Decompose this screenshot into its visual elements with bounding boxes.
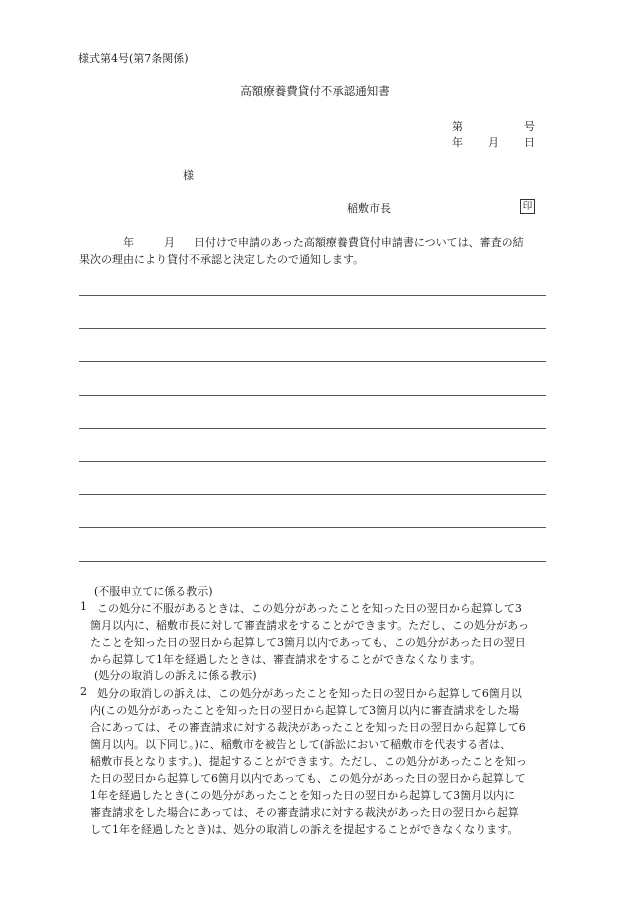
reason-line — [79, 361, 546, 362]
document-title: 高額療養費貸付不承認通知書 — [240, 84, 390, 98]
notice-item-1-line: から起算して1年を経過したときは、審査請求をすることができなくなります。 — [90, 653, 482, 666]
notice-item-2-line: 稲敷市長となります。)、提起することができます。ただし、この処分があったことを知っ — [90, 755, 527, 768]
date-year: 年 — [452, 136, 463, 149]
date-month: 月 — [488, 136, 499, 149]
body-year: 年 — [123, 236, 134, 249]
seal-box: 印 — [520, 199, 535, 214]
reason-line — [79, 527, 546, 528]
notice-heading-2: (処分の取消しの訴えに係る教示) — [94, 669, 257, 682]
notice-item-1-line: 箇月以内に、稲敷市長に対して審査請求をすることができます。ただし、この処分があっ — [90, 619, 530, 632]
notice-item-2-line: た日の翌日から起算して6箇月以内であっても、この処分があった日の翌日から起算して — [90, 772, 526, 785]
reason-line — [79, 395, 546, 396]
reason-line — [79, 428, 546, 429]
document-number-prefix: 第 — [452, 120, 463, 133]
notice-item-2-line: 合にあっては、その審査請求に対する裁決があったことを知った日の翌日から起算して6 — [90, 721, 526, 734]
notice-item-2-line: 処分の取消しの訴えは、この処分があったことを知った日の翌日から起算して6箇月以 — [97, 687, 522, 700]
form-number: 様式第4号(第7条関係) — [78, 52, 189, 65]
body-text-2: 果次の理由により貸付不承認と決定したので通知します。 — [79, 253, 365, 266]
notice-item-2-line: 箇月以内。以下同じ。)に、稲敷市を被告として(訴訟において稲敷市を代表する者は、 — [90, 738, 512, 751]
reason-line — [79, 461, 546, 462]
notice-item-2-line: 審査請求をした場合にあっては、その審査請求に対する裁決があった日の翌日から起算 — [90, 806, 519, 819]
notice-item-2-line: 1年を経過したとき(この処分があったことを知った日の翌日から起算して3箇月以内に — [90, 789, 516, 802]
addressee-honorific: 様 — [183, 169, 194, 182]
notice-item-1-line: この処分に不服があるときは、この処分があったことを知った日の翌日から起算して3 — [97, 602, 522, 615]
reason-line — [79, 295, 546, 296]
notice-item-1-number: 1 — [80, 600, 87, 613]
issuer-name: 稲敷市長 — [347, 202, 391, 215]
notice-item-1-line: たことを知った日の翌日から起算して3箇月以内であっても、この処分があった日の翌日 — [90, 636, 526, 649]
notice-item-2-number: 2 — [80, 685, 87, 698]
body-month: 月 — [164, 236, 175, 249]
date-day: 日 — [524, 136, 535, 149]
notice-item-2-line: して1年を経過したとき)は、処分の取消しの訴えを提起することができなくなります。 — [90, 823, 519, 836]
reason-line — [79, 328, 546, 329]
document-number-suffix: 号 — [524, 120, 535, 133]
reason-line — [79, 561, 546, 562]
notice-item-2-line: 内(この処分があったことを知った日の翌日から起算して3箇月以内に審査請求をした場 — [90, 704, 520, 717]
notice-heading-1: (不服申立てに係る教示) — [94, 585, 213, 598]
body-line-1 — [79, 234, 549, 250]
reason-line — [79, 494, 546, 495]
body-text-1: 日付けで申請のあった高額療養費貸付申請書については、審査の結 — [194, 236, 524, 249]
